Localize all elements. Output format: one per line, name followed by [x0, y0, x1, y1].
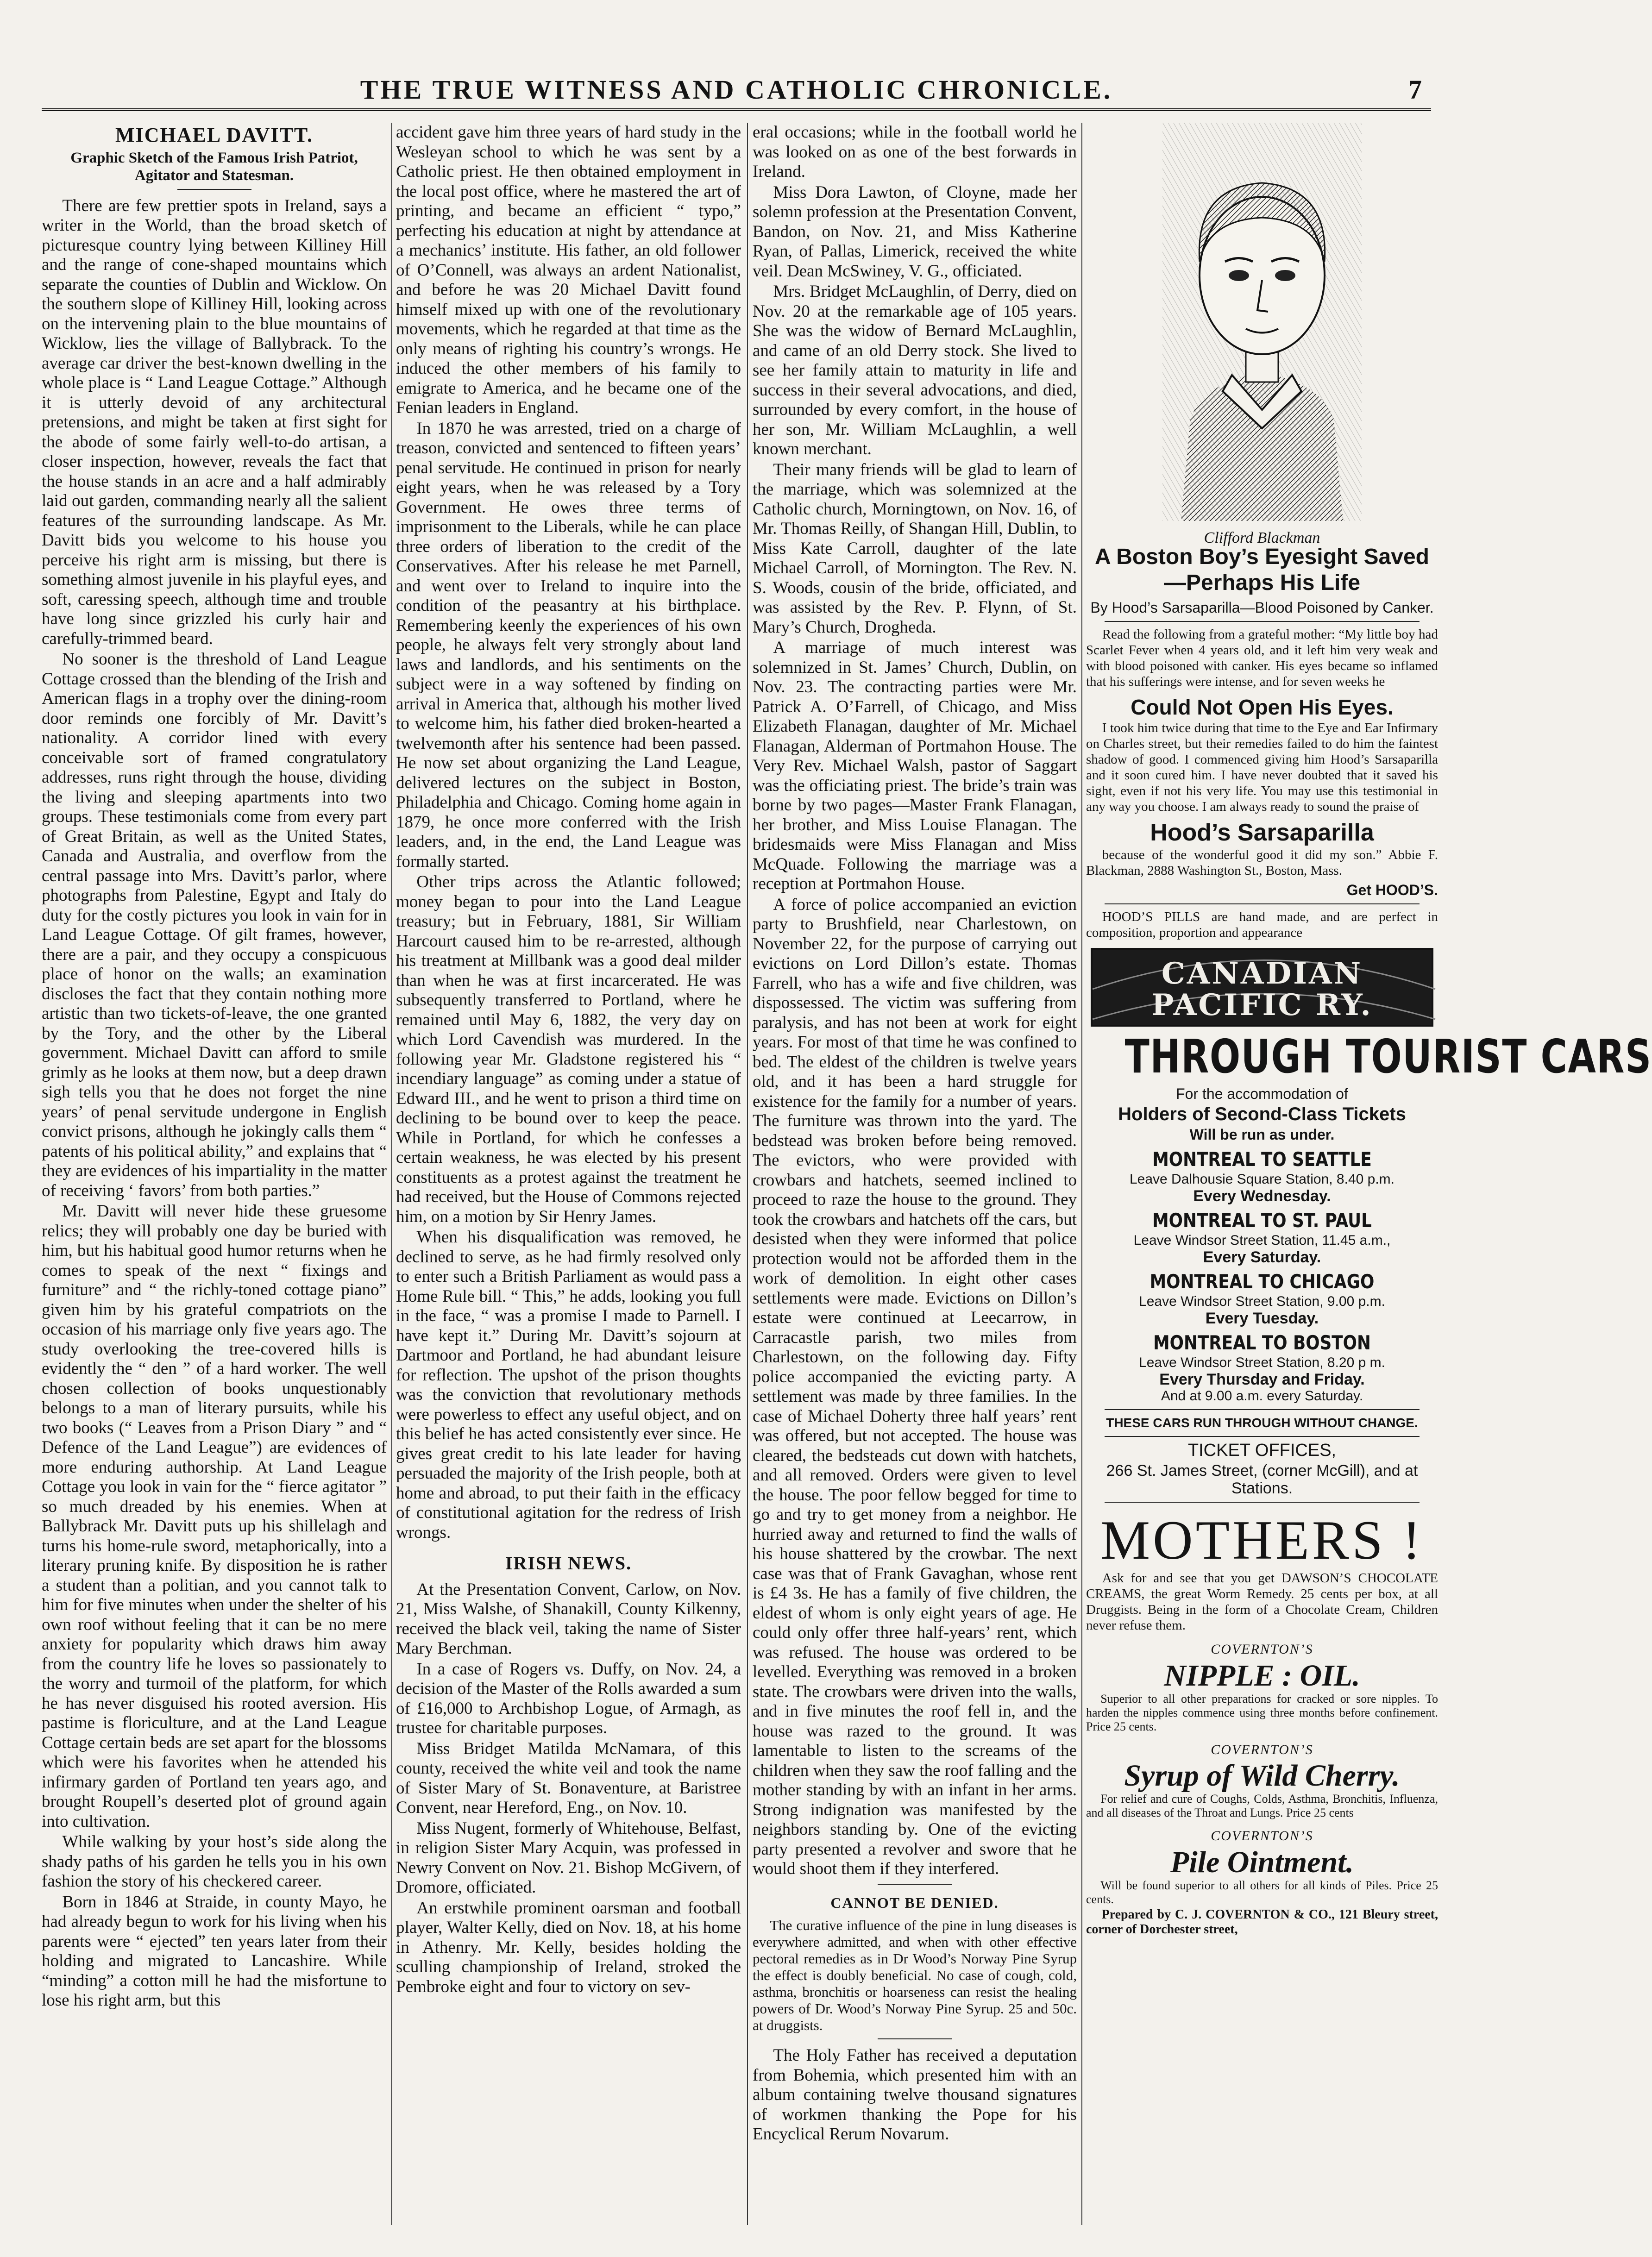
ad-callout: Get HOOD’S.: [1346, 882, 1438, 898]
divider: [1105, 1502, 1420, 1503]
ad-footer: Prepared by C. J. COVERNTON & CO., 121 Bleury street, corner of Dorchester street,: [1086, 1907, 1438, 1937]
ad-headline: Could Not Open His Eyes.: [1131, 695, 1394, 719]
ad-text: TICKET OFFICES,: [1187, 1441, 1337, 1460]
paragraph: No sooner is the threshold of Land League Cottage crossed than the blending of the Irish and American flags in a trophy over the dining-room door reminds one forcibly of Mr. Davitt’s nationality. A corridor lined with every conceivable sort of framed congratulatory addresses, runs right through the house, dividing the living and sleeping apartments into two groups. These testimonials come from every part of Great Britain, as well as the United States, Canada and Australia, and overflow from the central passage into Mrs. Davitt’s parlor, where photographs from Palestine, Egypt and Italy do duty for the costly pictures you look in vain for in Land League Cottage. Of gilt frames, however, there are a pair, and they occupy a conspicuous place of honor on the walls; an examination discloses the fact that they contain nothing more artistic than two tickets-of-leave, the one granted by the Tory, and the other by the Liberal government. Michael Davitt can afford to smile grimly as he looks at them now, but a deep drawn sigh tells you that he does not forget the nine years’ of penal servitude undergone in English convict prisons, although he jokingly calls them “ patents of his political ability,” and explains that “ they are evidences of his impartiality in the matter of receiving ‘ favors’ from both parties.”: [42, 650, 387, 1200]
paragraph: accident gave him three years of hard study in the Wesleyan school to which he was sent by a Catholic priest. He then obtained employment in the local post office, where he mastered the art of printing, and became an efficient “ typo,” perfecting his education at night by attendance at a mechanics’ institute. His father, an old follower of O’Connell, was always an ardent Nationalist, and before he was 20 Michael Davitt found himself mixed up with one of the revolutionary movements, which he regarded at that time as the only means of righting his country’s wrongs. He induced the other members of his family to emigrate to America, and he became one of the Fenian leaders in England.: [396, 123, 741, 417]
article-heading: MICHAEL DAVITT.: [115, 124, 313, 146]
ad-subheadline: By Hood’s Sarsaparilla—Blood Poisoned by Canker.: [1090, 599, 1434, 616]
column-3: [753, 123, 1077, 2225]
product-name: NIPPLE : OIL.: [1164, 1658, 1360, 1693]
news-item: An erstwhile prominent oarsman and football player, Walter Kelly, died on Nov. 18, at his home in Athenry. Mr. Kelly, besides holding the sculling championship of Ireland, stroked the Pembroke eight and four to victory on sev-: [396, 1898, 741, 1996]
paragraph: When his disqualification was removed, he declined to serve, as he had firmly resolved only to enter such a British Parliament as would pass a Home Rule bill. “ This,” he adds, looking you full in the face, “ was a promise I made to Parnell. I have kept it.” During Mr. Davitt’s sojourn at Dartmoor and Portland, he had abundant leisure for reflection. The upshot of the prison thoughts was the conviction that revolutionary methods were powerless to effect any useful object, and on this belief he has acted consistently ever since. He gives great credit to his late leader for having persuaded the majority of the Irish people, both at home and abroad, to put their faith in the efficacy of constitutional agitation for the redress of Irish wrongs.: [396, 1228, 741, 1542]
route-info: Leave Windsor Street Station, 8.20 p m.: [1139, 1355, 1385, 1370]
divider: [177, 189, 251, 190]
product-name: Hood’s Sarsaparilla: [1150, 819, 1374, 846]
article-subheading: Graphic Sketch of the Famous Irish Patriot, Agitator and Statesman.: [70, 149, 358, 184]
notice-heading: CANNOT BE DENIED.: [830, 1894, 999, 1911]
cpr-logo-line: CANADIAN: [1161, 956, 1363, 991]
news-item: A marriage of much interest was solemnized in St. James’ Church, Dublin, on Nov. 23. The contracting parties were Mr. Patrick A. O’Farrell, of Chicago, and Miss Elizabeth Flanagan, daughter of Mr. Michael Flanagan, Alderman of Portmahon House. The Very Rev. Michael Walsh, pastor of Saggart was the officiating priest. The bride’s train was borne by two pages—Master Frank Flanagan, her brother, and Miss Louise Flanagan. The bridesmaids were Miss Flanagan and Miss McQuade. Following the marriage was a reception at Portmahon House.: [753, 638, 1077, 893]
divider: [1105, 1436, 1420, 1437]
route-info: Every Thursday and Friday.: [1159, 1371, 1365, 1388]
ad-body: Read the following from a grateful mother: “My little boy had Scarlet Fever when 4 years old, and it left him very weak and with blood poisoned with canker. His eyes became so inflamed that his sufferings were intense, and for seven weeks he: [1086, 627, 1438, 689]
news-item: The Holy Father has received a deputation from Bohemia, which presented him with an album containing twelve thousand signatures of workmen thanking the Pope for his Encyclical Rerum Novarum.: [753, 2046, 1077, 2144]
section-heading: IRISH NEWS.: [505, 1553, 632, 1574]
portrait-caption: Clifford Blackman: [1204, 529, 1320, 546]
page-number: 7: [1408, 75, 1422, 105]
paragraph: There are few prettier spots in Ireland, says a writer in the World, than the broad sketch of picturesque country lying between Killiney Hill and the range of cone-shaped mountains which separate the counties of Dublin and Wicklow. On the southern slope of Killiney Hill, looking across on the intervening plain to the blue mountains of Wicklow, lies the village of Ballybrack. To the average car driver the best-known dwelling in the whole place is “ Land League Cottage.” Although it is utterly devoid of any architectural pretensions, and might be taken at first sight for the abode of some fairly well-to-do artisan, a closer inspection, however, reveals the fact that the house stands in an acre and a half admirably laid out garden, commanding nearly all the salient features of the surrounding landscape. As Mr. Davitt bids you welcome to his house you perceive his right arm is missing, but there is something almost juvenile in his playful eyes, and soft, caressing speech, although time and trouble have long since grizzled his curly hair and carefully-trimmed beard.: [42, 196, 387, 648]
route-info: Leave Windsor Street Station, 11.45 a.m.,: [1133, 1233, 1391, 1248]
cpr-advert: [1086, 948, 1652, 1497]
ad-footnote: HOOD’S PILLS are hand made, and are perfect in composition, proportion and appearance: [1086, 909, 1438, 940]
news-item: In a case of Rogers vs. Duffy, on Nov. 24, a decision of the Master of the Rolls awarded a sum of £16,000 to Archbishop Logue, of Armagh, as trustee for charitable purposes.: [396, 1659, 741, 1737]
ad-text: THESE CARS RUN THROUGH WITHOUT CHANGE.: [1106, 1416, 1418, 1430]
cpr-logo-banner: [1091, 948, 1433, 1027]
cpr-logo-line: PACIFIC RY.: [1151, 988, 1373, 1022]
paragraph: While walking by your host’s side along the shady paths of his garden he tells you in his own fashion the story of his checkered career.: [42, 1832, 387, 1891]
route-name: MONTREAL TO CHICAGO: [1149, 1270, 1375, 1293]
column-rule: [1081, 123, 1082, 2225]
notice-text: The curative influence of the pine in lung diseases is everywhere admitted, and when with other effective pectoral remedies as in Dr Wood’s Norway Pine Syrup the effect is doubly beneficial. No case of cough, cold, asthma, bronchitis or hoarseness can resist the healing powers of Dr. Wood’s Norway Pine Syrup. 25 and 50c. at druggists.: [753, 1917, 1077, 2033]
hoods-advert: [1086, 123, 1438, 940]
brand-label: COVERNTON’S: [1211, 1742, 1313, 1757]
news-item: Miss Bridget Matilda McNamara, of this county, received the white veil and took the name of Sister Mary of St. Bonaventure, at Baristree Convent, near Hereford, Eng., on Nov. 10.: [396, 1739, 741, 1817]
route-info: And at 9.00 a.m. every Saturday.: [1161, 1388, 1363, 1404]
divider: [878, 2038, 952, 2039]
divider: [1105, 621, 1420, 622]
ad-body: Superior to all other preparations for cracked or sore nipples. To harden the nipples commence using three months before confinement. Price 25 cents.: [1086, 1692, 1438, 1733]
news-item: A force of police accompanied an eviction party to Brushfield, near Charlestown, on November 22, for the purpose of carrying out evictions on Lord Dillon’s estate. Thomas Farrell, who has a wife and five children, was dispossessed. The victim was suffering from paralysis, and has not been at work for eight years. For most of that time he was confined to bed. The eldest of the children is twelve years old, and it has been a hard struggle for existence for the family for a number of years. The furniture was thrown into the yard. The bedstead was broken before being removed. The evictors, who were provided with crowbars and hatchets, seemed inclined to proceed to raze the house to the ground. They took the crowbars and hatchets off the cars, but desisted when they were informed that police protection would not be afforded them in the work of demolition. In eight other cases settlements were made. Evictions on Dillon’s estate were continued at Leecarrow, in Carracastle parish, two miles from Charlestown, on the following day. Fifty police accompanied the evicting party. A settlement was made by three families. In the case of Michael Doherty three half years’ rent was offered, but not accepted. The house was cleared, the bedsteads cut down with hatchets, and all removed. Orders were given to level the house. The poor fellow begged for time to go and try to get money from a neighbor. He hurried away and returned to find the walls of his house shattered by the crowbar. The next case was that of Frank Gavaghan, whose rent is £4 3s. He has a family of five children, the eldest of whom is only eight years of age. He could only offer three half-years’ rent, which was refused. The house was ordered to be levelled. Everything was removed in a broken state. The crowbars were driven into the walls, and in five minutes the roof fell in, and the house was razed to the ground. It was lamentable to listen to the screams of the children when they saw the roof falling and the mother standing by with an infant in her arms. Strong indignation was manifested by the neighbors standing by. One of the evicting party presented a revolver and swore that he would shoot them if they interfered.: [753, 895, 1077, 1878]
route-name: MONTREAL TO BOSTON: [1153, 1331, 1371, 1354]
route-name: MONTREAL TO ST. PAUL: [1152, 1209, 1372, 1232]
news-item: Miss Dora Lawton, of Cloyne, made her solemn profession at the Presentation Convent, Bandon, on Nov. 21, and Miss Katherine Ryan, of Pallas, Limerick, received the white veil. Dean McSwiney, V. G., officiated.: [753, 182, 1077, 281]
mothers-headline: MOTHERS !: [1100, 1509, 1424, 1571]
paragraph: Other trips across the Atlantic followed; money began to pour into the Land League treasury; but in February, 1881, Sir William Harcourt caused him to be re-arrested, although his treatment at Millbank was a good deal milder than when he was at first incarcerated. He was subsequently transferred to Portland, where he remained until May 6, 1882, the very day on which Lord Cavendish was murdered. In the following year Mr. Gladstone registered his “ incendiary language” as coming under a statue of Edward III., and he went to prison a third time on declining to be bound over to keep the peace. While in Portland, for which he confesses a certain weakness, he was elected by his present constituents as a protest against the treatment he had received, but the House of Commons rejected him, on a motion by Sir Henry James.: [396, 872, 741, 1226]
masthead: [42, 69, 1431, 111]
route-info: Every Saturday.: [1203, 1248, 1321, 1266]
ad-body: Ask for and see that you get DAWSON’S CHOCOLATE CREAMS, the great Worm Remedy. 25 cents per box, at all Druggists. Being in the form of a Chocolate Cream, Children never refuse them.: [1086, 1571, 1438, 1633]
news-item: Their many friends will be glad to learn of the marriage, which was solemnized at the Catholic church, Morningtown, on Nov. 16, of Mr. Thomas Reilly, of Shangan Hill, Dublin, to Miss Kate Carroll, daughter of the late Michael Carroll, of Mornington. The Rev. N. S. Woods, cousin of the bride, officiated, and was assisted by the Rev. P. Flynn, of St. Mary’s Church, Drogheda.: [753, 460, 1077, 637]
divider: [1105, 903, 1420, 904]
brand-label: COVERNTON’S: [1211, 1828, 1313, 1843]
product-name: Pile Ointment.: [1170, 1845, 1354, 1879]
paragraph: Born in 1846 at Straide, in county Mayo, he had already begun to work for his living when his parents were “ ejected” ten years later from their holding and migrated to Lancashire. While “minding” a cotton mill he had the misfortune to lose his right arm, but this: [42, 1892, 387, 2010]
newspaper-title: THE TRUE WITNESS AND CATHOLIC CHRONICLE.: [360, 75, 1113, 105]
ad-text: Holders of Second-Class Tickets: [1118, 1104, 1406, 1124]
column-rule: [391, 123, 392, 2225]
news-item: Mrs. Bridget McLaughlin, of Derry, died on Nov. 20 at the remarkable age of 105 years. She was the widow of Bernard McLaughlin, and came of an old Derry stock. She lived to see her family attain to maturity in life and success in their several advocations, and died, surrounded by every comfort, in the house of her son, Mr. William McLaughlin, a well known merchant.: [753, 282, 1077, 458]
paragraph: In 1870 he was arrested, tried on a charge of treason, convicted and sentenced to fifteen years’ penal servitude. He continued in prison for nearly eight years, when he was released by a Tory Government. He owes three terms of imprisonment to the Liberals, while he can place three orders of liberation to the credit of the Conservatives. After his release he met Parnell, and went over to Ireland to inquire into the condition of the peasantry at his birthplace. Remembering keenly the experiences of his own people, he always felt very strongly about land laws and landlords, and his sentiments on the subject were in a way softened by finding on arrival in America that, although his mother lived to welcome him, his father died broken-hearted a twelvemonth after his sentence had been passed. He now set about organizing the Land League, delivered lectures on the subject in Boston, Philadelphia and Chicago. Coming home again in 1879, he once more conferred with the Irish leaders, and, in the end, the Land League was formally started.: [396, 419, 741, 871]
news-item: At the Presentation Convent, Carlow, on Nov. 21, Miss Walshe, of Shanakill, County Kilkenny, received the black veil, taking the name of Sister Mary Berchman.: [396, 1580, 741, 1658]
boy-portrait-illustration: [1162, 123, 1362, 546]
news-item: eral occasions; while in the football world he was looked on as one of the best forwards in Ireland.: [753, 123, 1077, 181]
route-info: Every Wednesday.: [1193, 1187, 1331, 1205]
route-info: Every Tuesday.: [1205, 1310, 1319, 1327]
ad-body: For relief and cure of Coughs, Colds, Asthma, Bronchitis, Influenza, and all diseases of the Throat and Lungs. Price 25 cents: [1086, 1792, 1438, 1819]
brand-label: COVERNTON’S: [1211, 1642, 1313, 1657]
dawsons-advert: [1086, 1502, 1438, 1633]
column-2: [396, 123, 741, 2225]
ad-body: I took him twice during that time to the Eye and Ear Infirmary on Charles street, but their remedies failed to do him the faintest shadow of good. I commenced giving him Hood’s Sarsaparilla and it soon cured him. I have never doubted that it saved his sight, even if not his very life. You may use this testimonial in any way you choose. I am always ready to sound the praise of: [1086, 721, 1438, 814]
news-item: Miss Nugent, formerly of Whitehouse, Belfast, in religion Sister Mary Acquin, was professed in Newry Convent on Nov. 21. Bishop McGivern, of Dromore, officiated.: [396, 1818, 741, 1897]
column-rule: [747, 123, 748, 2225]
route-info: Leave Dalhousie Square Station, 8.40 p.m.: [1129, 1172, 1395, 1187]
boy-portrait-icon: [1162, 123, 1362, 521]
paragraph: Mr. Davitt will never hide these gruesome relics; they will probably one day be buried with him, but his habitual good humor returns when he comes to speak of the next “ fixings and furniture” and “ the richly-toned cottage piano” given him by his grateful compatriots on the occasion of his marriage only five years ago. The study overlooking the tree-covered hills is evidently the “ den ” of a hard worker. The well chosen collection of books unquestionably belongs to a man of literary pursuits, while his two books (“ Leaves from a Prison Diary ” and “ Defence of the Land League”) are evidences of more enduring authorship. At Land League Cottage you look in vain for the “ fierce agitator ” so much dreaded by his enemies. When at Ballybrack Mr. Davitt puts up his shillelagh and turns his home-rule sword, metaphorically, into a literary pruning knife. By disposition he is rather a student than a politian, and you cannot talk to him for five minutes when under the shelter of his own roof without feeling that it can be no mere anxiety for popularity which draws him away from the country life he loves so passionately to the worry and turmoil of the platform, for which he has never disguised his rooted aversion. His pastime is floriculture, and at the Land League Cottage certain beds are set apart for the blossoms which were his favorites when he attended his infirmary garden of Portland ten years ago, and brought Roupell’s deserted plot of ground again into cultivation.: [42, 1202, 387, 1831]
product-name: Syrup of Wild Cherry.: [1124, 1759, 1400, 1793]
column-1: [42, 123, 387, 2225]
route-info: Leave Windsor Street Station, 9.00 p.m.: [1139, 1294, 1385, 1309]
ad-headline: A Boston Boy’s Eyesight Saved—Perhaps His Life: [1095, 545, 1429, 595]
route-name: MONTREAL TO SEATTLE: [1152, 1148, 1372, 1171]
column-4-ads: [1086, 123, 1652, 2225]
ad-body: Will be found superior to all others for all kinds of Piles. Price 25 cents.: [1086, 1878, 1438, 1906]
ad-text: 266 St. James Street, (corner McGill), and at Stations.: [1106, 1462, 1418, 1497]
covernton-advert: [1086, 1640, 1438, 1937]
divider: [1105, 1409, 1420, 1410]
divider: [878, 1884, 952, 1885]
ad-text: Will be run as under.: [1189, 1126, 1335, 1143]
ad-text: For the accommodation of: [1176, 1085, 1348, 1102]
tourist-cars-headline: THROUGH TOURIST CARS: [1124, 1029, 1652, 1084]
ad-body: because of the wonderful good it did my son.” Abbie F. Blackman, 2888 Washington St., Boston, Mass.: [1086, 847, 1438, 878]
